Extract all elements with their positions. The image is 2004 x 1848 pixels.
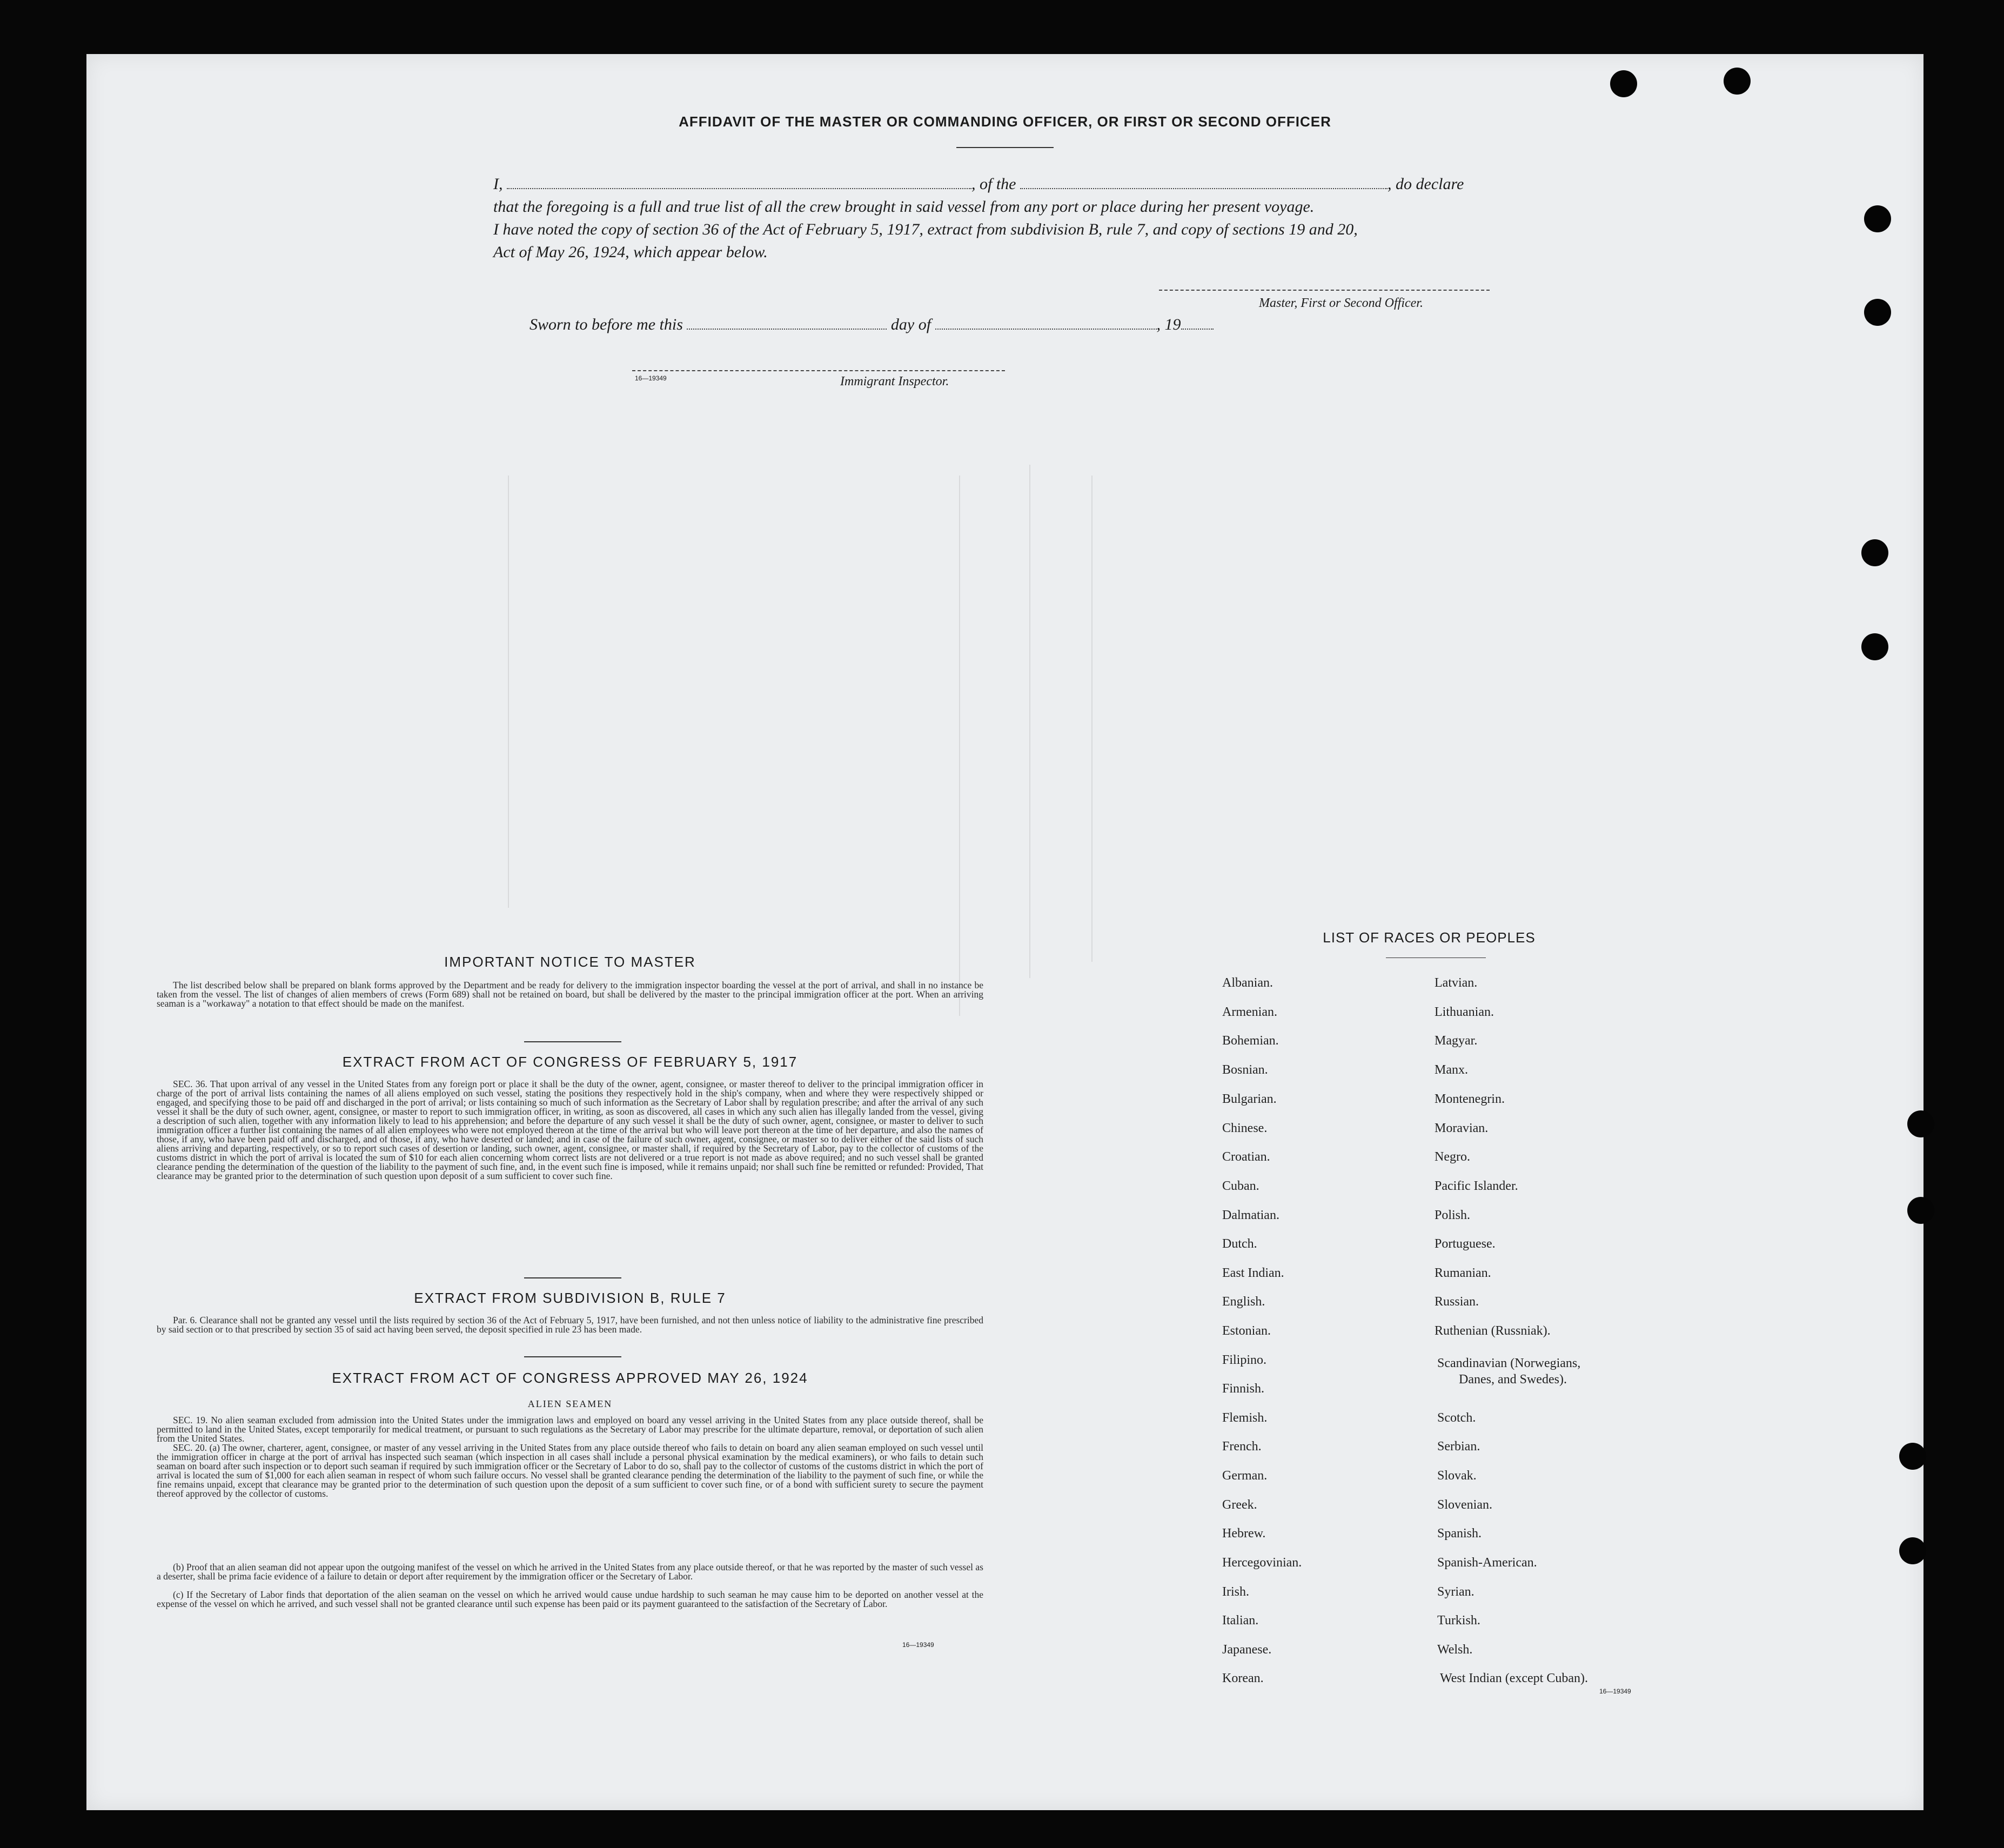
race-item: East Indian. (1222, 1266, 1284, 1280)
race-item: Chinese. (1222, 1121, 1268, 1135)
punch-hole (1899, 1537, 1926, 1564)
race-item: Magyar. (1435, 1034, 1478, 1048)
race-item: Negro. (1435, 1150, 1470, 1164)
race-item: Scotch. (1437, 1411, 1476, 1425)
extract-1924-heading: EXTRACT FROM ACT OF CONGRESS APPROVED MAY 26, 1924 (332, 1370, 808, 1386)
sworn-day-blank[interactable] (687, 316, 887, 330)
punch-hole (1610, 70, 1637, 97)
section-rule (524, 1356, 621, 1357)
signature-label: Master, First or Second Officer. (1259, 296, 1423, 310)
extract-1924-sec19: SEC. 19. No alien seaman excluded from admission into the United States under the immigration laws and employed on board any vessel arriving in the United States from any place outside thereof, shall be permitted to land in the United States, except temporarily for medical treatment, or pursuant to such regulations as the Secretary of Labor may prescribe for the ultimate departure, removal, or deportation of such alien from the United States. (157, 1415, 983, 1444)
vessel-blank[interactable] (1020, 175, 1388, 189)
punch-hole (1861, 539, 1888, 566)
title-rule (956, 147, 1054, 148)
race-item: Spanish-American. (1437, 1556, 1537, 1570)
race-item: Hebrew. (1222, 1526, 1266, 1541)
inspector-label: Immigrant Inspector. (840, 374, 949, 389)
punch-hole (1864, 299, 1891, 326)
punch-hole (1907, 1197, 1934, 1224)
punch-hole (1864, 205, 1891, 232)
scan-line (508, 476, 509, 908)
race-item: English. (1222, 1295, 1265, 1309)
race-item: Albanian. (1222, 976, 1273, 990)
inspector-signature-line[interactable] (632, 370, 1005, 371)
sworn-year-label: , 19 (1156, 316, 1181, 333)
document-page (86, 54, 1923, 1810)
race-item-continued: Danes, and Swedes). (1459, 1372, 1567, 1387)
race-item: Manx. (1435, 1063, 1468, 1077)
race-item: Hercegovinian. (1222, 1556, 1302, 1570)
race-item: Japanese. (1222, 1643, 1272, 1657)
race-item: Russian. (1435, 1295, 1479, 1309)
notice-heading: IMPORTANT NOTICE TO MASTER (444, 954, 696, 970)
race-item: Portuguese. (1435, 1237, 1496, 1251)
race-item: French. (1222, 1439, 1262, 1454)
race-item: Latvian. (1435, 976, 1478, 990)
race-item: Turkish. (1437, 1613, 1480, 1628)
sworn-year-blank[interactable] (1181, 316, 1214, 330)
declaration-of: , of the (971, 175, 1016, 193)
race-item: Armenian. (1222, 1005, 1277, 1019)
extract-rule7-text: Par. 6. Clearance shall not be granted any vessel until the lists required by section 36 of the Act of February 5, 1917, have been furnished, and not then unless notice of liability to the administrative fine prescribed by said section or to that prescribed by section 35 of said act having been served, the deposit specified in rule 23 has been made. (157, 1315, 983, 1335)
sworn-line (530, 313, 1214, 336)
race-item: Syrian. (1437, 1585, 1474, 1599)
race-item: Estonian. (1222, 1324, 1271, 1338)
section-rule (524, 1277, 621, 1278)
race-item: West Indian (except Cuban). (1440, 1671, 1588, 1685)
race-item: Bosnian. (1222, 1063, 1268, 1077)
race-item: Bohemian. (1222, 1034, 1279, 1048)
race-item: Polish. (1435, 1208, 1471, 1222)
extract-rule7-heading: EXTRACT FROM SUBDIVISION B, RULE 7 (414, 1290, 726, 1306)
sworn-prefix: Sworn to before me this (530, 316, 683, 333)
signature-line[interactable] (1159, 290, 1490, 291)
punch-hole (1861, 633, 1888, 660)
affidavit-title: AFFIDAVIT OF THE MASTER OR COMMANDING OFFICER, OR FIRST OR SECOND OFFICER (679, 113, 1331, 130)
punch-hole (1724, 68, 1751, 95)
extract-1917-text: SEC. 36. That upon arrival of any vessel in the United States from any foreign port or place it shall be the duty of the owner, agent, consignee, or master thereof to deliver to the principal immigration officer in charge of the port of arrival lists containing the names of all aliens employed on such vessel, stating the positions they respectively hold in the ship's company, when and where they were respectively shipped or engaged, and specifying those to be paid off and discharged in the port of arrival; or lists containing so much of such information as the Secretary of Labor shall by regulation prescribe; and after the arrival of any such vessel it shall be the duty of such owner, agent, consignee, or master to report to such immigration officer, in writing, as soon as discovered, all cases in which any such alien has illegally landed from the vessel, giving a description of such alien, together with any information likely to lead to his apprehension; and before the departure of any such vessel it shall be the duty of such owner, agent, consignee, or master to deliver to such immigration officer a further list containing the names of all alien employees who were not employed thereon at the time of the arrival but who will leave port thereon at the time of her departure, and also the names of those, if any, who have been paid off and discharged, and of those, if any, who have deserted or landed; and in case of the failure of such owner, agent, consignee, or master so to deliver either of the said lists of such aliens arriving and departing, respectively, or so to report such cases of desertion or landing, such owner, agent, consignee, or master shall, if required by the Secretary of Labor, pay to the collector of customs of the customs district in which the port of arrival is located the sum of $10 for each alien concerning whom correct lists are not delivered or a true report is not made as above required; and no such vessel shall be granted clearance pending the determination of the question of the liability to the payment of such fine, and, in the event such fine is imposed, while it remains unpaid; nor shall such fine be remitted or refunded: Provided, That clearance may be granted prior to the determination of such question upon deposit of a sum sufficient to cover such fine. (157, 1079, 983, 1181)
race-item: Flemish. (1222, 1411, 1268, 1425)
race-item: Scandinavian (Norwegians, (1437, 1356, 1581, 1370)
race-item: Rumanian. (1435, 1266, 1491, 1280)
race-item: Dutch. (1222, 1237, 1257, 1251)
punch-hole (1907, 1110, 1934, 1137)
race-item: Serbian. (1437, 1439, 1480, 1454)
race-item: Lithuanian. (1435, 1005, 1494, 1019)
extract-1924-sec20c: (c) If the Secretary of Labor finds that deportation of the alien seaman on the vessel on which he arrived would cause undue hardship to such seaman he may cause him to be deported on another vessel at the expense of the vessel on which he arrived, and such vessel shall not be granted clearance until such expense has been paid or its payment guaranteed to the satisfaction of the Secretary of Labor. (157, 1589, 983, 1609)
race-item: Croatian. (1222, 1150, 1270, 1164)
race-item: Slovenian. (1437, 1498, 1492, 1512)
race-item: Greek. (1222, 1498, 1257, 1512)
race-item: Finnish. (1222, 1382, 1265, 1396)
scan-line (959, 476, 960, 1016)
name-blank[interactable] (507, 175, 971, 189)
race-item: Slovak. (1437, 1469, 1477, 1483)
punch-hole (1899, 1443, 1926, 1470)
declaration-line-1 (493, 173, 1520, 196)
extract-1917-heading: EXTRACT FROM ACT OF CONGRESS OF FEBRUARY 5, 1917 (342, 1054, 798, 1070)
section-rule (524, 1041, 621, 1042)
sworn-day-label: day of (890, 316, 931, 333)
race-item: Cuban. (1222, 1179, 1259, 1193)
race-item: Korean. (1222, 1671, 1264, 1685)
form-number: 16—19349 (1599, 1688, 1631, 1695)
form-number: 16—19349 (635, 374, 667, 382)
race-item: Filipino. (1222, 1353, 1267, 1367)
form-number: 16—19349 (902, 1641, 934, 1649)
race-item: Irish. (1222, 1585, 1249, 1599)
scan-line (1029, 465, 1030, 978)
race-item: Pacific Islander. (1435, 1179, 1518, 1193)
race-item: Welsh. (1437, 1643, 1473, 1657)
declaration-line-2: that the foregoing is a full and true list of all the crew brought in said vessel from any port or place during her present voyage. (493, 198, 1315, 216)
race-item: Dalmatian. (1222, 1208, 1279, 1222)
declaration-line-4: Act of May 26, 1924, which appear below. (493, 243, 768, 261)
alien-seamen-subheading: ALIEN SEAMEN (527, 1398, 613, 1409)
affidavit-declaration (493, 173, 1520, 264)
race-item: Moravian. (1435, 1121, 1489, 1135)
race-item: Montenegrin. (1435, 1092, 1505, 1106)
sworn-month-blank[interactable] (935, 316, 1157, 330)
scan-line (1091, 476, 1093, 962)
race-item: Bulgarian. (1222, 1092, 1277, 1106)
race-item: Italian. (1222, 1613, 1259, 1628)
races-heading: LIST OF RACES OR PEOPLES (1323, 929, 1536, 946)
declaration-line-3: I have noted the copy of section 36 of the Act of February 5, 1917, extract from subdivision B, rule 7, and copy of sections 19 and 20, (493, 220, 1358, 238)
extract-1924-sec20b: (b) Proof that an alien seaman did not appear upon the outgoing manifest of the vessel on which he arrived in the United States from any place outside thereof, or that he was reported by the master of such vessel as a deserter, shall be prima facie evidence of a failure to detain or deport after requirement by the immigration officer or the Secretary of Labor. (157, 1562, 983, 1582)
declaration-i: I, (493, 175, 503, 193)
extract-1924-sec20a: SEC. 20. (a) The owner, charterer, agent, consignee, or master of any vessel arriving in the United States from any place outside thereof who fails to detain on board any alien seaman employed on such vessel until the immigration officer in charge at the port of arrival has inspected such seaman (which inspection in all cases shall include a personal physical examination by the medical examiners), or who fails to detain such seaman on board after such inspection or to deport such seaman if required by such immigration officer or the Secretary of Labor to do so, shall pay to the collector of customs of the customs district in which the port of arrival is located the sum of $1,000 for each alien seaman in respect of whom such failure occurs. No vessel shall be granted clearance pending the determination of the liability to the payment of such fine, or while the fine remains unpaid, except that clearance may be granted prior to the determination of such question upon the deposit of a sum sufficient to cover such fine, or of a bond with sufficient surety to secure the payment thereof approved by the collector of customs. (157, 1442, 983, 1499)
notice-text: The list described below shall be prepared on blank forms approved by the Department and be ready for delivery to the immigration inspector boarding the vessel at the port of arrival, and shall in no instance be taken from the vessel. The list of changes of alien members of crews (Form 689) shall not be retained on board, but shall be delivered by the master to the principal immigration officer at the port. When an arriving seaman is a "workaway" a notation to that effect should be made on the manifest. (157, 980, 983, 1009)
race-item: Ruthenian (Russniak). (1435, 1324, 1551, 1338)
race-item: Spanish. (1437, 1526, 1482, 1541)
declaration-declare: , do declare (1388, 175, 1464, 193)
race-item: German. (1222, 1469, 1268, 1483)
